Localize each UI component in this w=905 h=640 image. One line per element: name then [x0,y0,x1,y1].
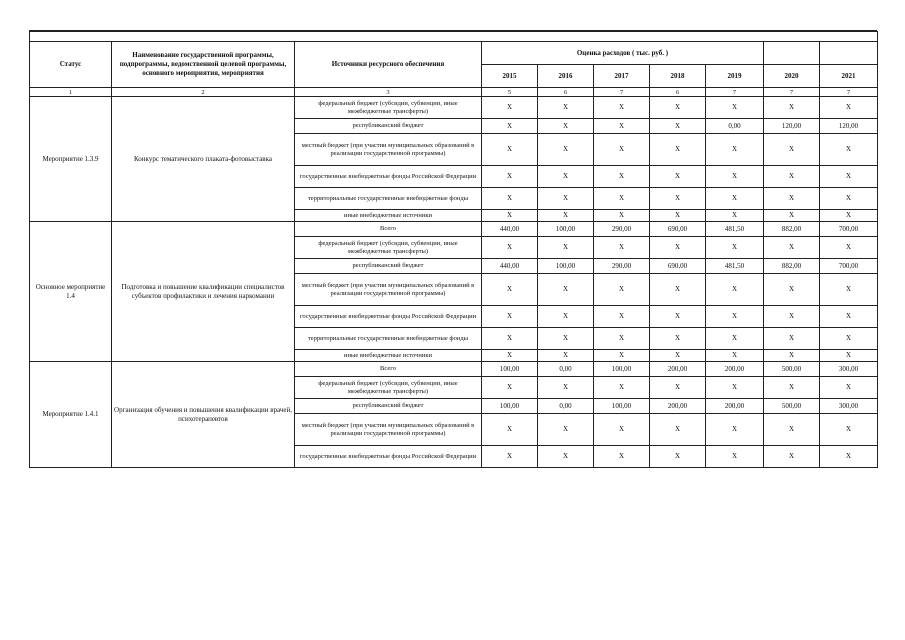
value-cell-2015: X [482,237,538,259]
header-row [30,42,878,65]
value-cell-2015: 440,00 [482,222,538,237]
funding-source-cell: республиканский бюджет [295,399,482,414]
value-cell-2018: X [650,134,706,166]
value-cell-2021: X [820,97,878,119]
value-cell-2020: X [764,210,820,222]
year-header: 2020 [764,65,820,88]
value-cell-2020: X [764,237,820,259]
value-cell-2015: 100,00 [482,362,538,377]
funding-source-cell: государственные внебюджетные фонды Российской Федерации [295,166,482,188]
value-cell-2019: X [706,237,764,259]
value-cell-2020: 120,00 [764,119,820,134]
value-cell-2019: 200,00 [706,362,764,377]
value-cell-2020: X [764,188,820,210]
value-cell-2019: X [706,166,764,188]
value-cell-2015: X [482,414,538,446]
value-cell-2020: X [764,350,820,362]
table-row [30,362,878,377]
value-cell-2017: X [594,377,650,399]
year-header: 2018 [650,65,706,88]
value-cell-2018: 200,00 [650,362,706,377]
status-cell: Мероприятие 1.4.1 [30,362,112,468]
value-cell-2016: X [538,350,594,362]
value-cell-2016: 100,00 [538,222,594,237]
funding-source-cell: местный бюджет (при участии муниципальных образований в реализации государственной программы) [295,414,482,446]
value-cell-2015: X [482,446,538,468]
value-cell-2020: 882,00 [764,259,820,274]
value-cell-2019: X [706,414,764,446]
measure-name-cell: Конкурс тематического плаката-фотовыставка [112,97,295,222]
funding-source-cell: территориальные государственные внебюджетные фонды [295,328,482,350]
value-cell-2021: X [820,414,878,446]
value-cell-2016: 0,00 [538,399,594,414]
value-cell-2015: X [482,377,538,399]
value-cell-2020: X [764,134,820,166]
value-cell-2021: X [820,237,878,259]
top-gap-row [30,32,878,42]
value-cell-2016: X [538,210,594,222]
value-cell-2017: 290,00 [594,222,650,237]
value-cell-2019: X [706,306,764,328]
funding-source-cell: местный бюджет (при участии муниципальных образований в реализации государственной программы) [295,134,482,166]
value-cell-2015: X [482,350,538,362]
year-header: 2015 [482,65,538,88]
value-cell-2015: 440,00 [482,259,538,274]
column-number-row [30,88,878,97]
year-header: 2021 [820,65,878,88]
funding-source-cell: государственные внебюджетные фонды Российской Федерации [295,306,482,328]
value-cell-2019: 200,00 [706,399,764,414]
value-cell-2015: X [482,306,538,328]
value-cell-2016: 100,00 [538,259,594,274]
value-cell-2021: X [820,274,878,306]
value-cell-2020: 500,00 [764,399,820,414]
funding-source-cell: иные внебюджетные источники [295,210,482,222]
value-cell-2016: X [538,414,594,446]
value-cell-2021: 300,00 [820,362,878,377]
column-number: 6 [538,88,594,97]
value-cell-2020: X [764,328,820,350]
measure-name-cell: Подготовка и повышение квалификации специалистов субъектов профилактики и лечения наркомании [112,222,295,362]
value-cell-2020: X [764,377,820,399]
value-cell-2021: 700,00 [820,259,878,274]
estimate-header-extra-2020 [764,42,820,65]
funding-source-cell: территориальные государственные внебюджетные фонды [295,188,482,210]
value-cell-2020: 500,00 [764,362,820,377]
column-number: 7 [764,88,820,97]
table-row [30,97,878,119]
value-cell-2016: X [538,306,594,328]
funding-source-cell: федеральный бюджет (субсидии, субвенции, иные межбюджетные трансферты) [295,377,482,399]
value-cell-2015: X [482,119,538,134]
column-number: 5 [482,88,538,97]
value-cell-2016: X [538,97,594,119]
funding-source-cell: иные внебюджетные источники [295,350,482,362]
column-number: 7 [594,88,650,97]
estimate-header: Оценка расходов ( тыс. руб. ) [482,42,764,65]
value-cell-2021: X [820,446,878,468]
value-cell-2018: X [650,306,706,328]
funding-source-cell: республиканский бюджет [295,119,482,134]
value-cell-2015: X [482,97,538,119]
value-cell-2021: 120,00 [820,119,878,134]
value-cell-2019: 481,50 [706,259,764,274]
status-header: Статус [30,42,112,88]
value-cell-2021: 300,00 [820,399,878,414]
column-number: 6 [650,88,706,97]
value-cell-2017: X [594,210,650,222]
year-header: 2017 [594,65,650,88]
value-cell-2017: X [594,134,650,166]
value-cell-2018: X [650,350,706,362]
value-cell-2018: X [650,119,706,134]
value-cell-2017: X [594,274,650,306]
value-cell-2020: 882,00 [764,222,820,237]
value-cell-2018: X [650,97,706,119]
budget-table-sheet [29,30,877,468]
value-cell-2015: X [482,274,538,306]
value-cell-2018: X [650,274,706,306]
value-cell-2020: X [764,414,820,446]
value-cell-2017: 100,00 [594,399,650,414]
value-cell-2016: X [538,328,594,350]
value-cell-2020: X [764,306,820,328]
year-header: 2019 [706,65,764,88]
value-cell-2016: X [538,134,594,166]
value-cell-2019: 0,00 [706,119,764,134]
value-cell-2020: X [764,97,820,119]
measure-name-cell: Организация обучения и повышения квалификации врачей, психотерапевтов [112,362,295,468]
funding-source-cell: местный бюджет (при участии муниципальных образований в реализации государственной программы) [295,274,482,306]
table-row [30,222,878,237]
funding-source-cell: государственные внебюджетные фонды Российской Федерации [295,446,482,468]
value-cell-2018: X [650,414,706,446]
value-cell-2015: X [482,166,538,188]
value-cell-2018: X [650,166,706,188]
value-cell-2018: 690,00 [650,222,706,237]
value-cell-2018: X [650,328,706,350]
value-cell-2016: X [538,377,594,399]
column-number: 7 [820,88,878,97]
value-cell-2018: X [650,446,706,468]
value-cell-2020: X [764,274,820,306]
value-cell-2017: X [594,350,650,362]
funding-source-cell: Всего [295,362,482,377]
value-cell-2017: X [594,97,650,119]
value-cell-2019: X [706,328,764,350]
value-cell-2018: X [650,188,706,210]
value-cell-2017: X [594,414,650,446]
year-header: 2016 [538,65,594,88]
value-cell-2015: X [482,328,538,350]
value-cell-2017: X [594,188,650,210]
value-cell-2016: X [538,119,594,134]
value-cell-2017: X [594,166,650,188]
value-cell-2021: X [820,134,878,166]
value-cell-2018: X [650,210,706,222]
value-cell-2015: 100,00 [482,399,538,414]
value-cell-2020: X [764,446,820,468]
value-cell-2017: X [594,446,650,468]
value-cell-2019: 481,50 [706,222,764,237]
value-cell-2017: 290,00 [594,259,650,274]
value-cell-2015: X [482,210,538,222]
value-cell-2017: 100,00 [594,362,650,377]
column-number: 7 [706,88,764,97]
value-cell-2017: X [594,119,650,134]
value-cell-2019: X [706,210,764,222]
funding-source-cell: федеральный бюджет (субсидии, субвенции, иные межбюджетные трансферты) [295,97,482,119]
value-cell-2016: 0,00 [538,362,594,377]
name-header: Наименование государственной программы, подпрограммы, ведомственной целевой программы, основного мероприятия, мероприятия [112,42,295,88]
estimate-header-extra-2021 [820,42,878,65]
value-cell-2016: X [538,237,594,259]
value-cell-2016: X [538,166,594,188]
value-cell-2021: X [820,377,878,399]
status-cell: Мероприятие 1.3.9 [30,97,112,222]
value-cell-2019: X [706,377,764,399]
value-cell-2017: X [594,328,650,350]
value-cell-2021: X [820,306,878,328]
value-cell-2018: 200,00 [650,399,706,414]
column-number: 1 [30,88,112,97]
value-cell-2018: 690,00 [650,259,706,274]
funding-source-cell: Всего [295,222,482,237]
value-cell-2017: X [594,237,650,259]
value-cell-2018: X [650,377,706,399]
column-number: 2 [112,88,295,97]
value-cell-2021: 700,00 [820,222,878,237]
value-cell-2021: X [820,166,878,188]
value-cell-2016: X [538,446,594,468]
status-cell: Основное мероприятие 1.4 [30,222,112,362]
source-header: Источники ресурсного обеспечения [295,42,482,88]
funding-source-cell: федеральный бюджет (субсидии, субвенции, иные межбюджетные трансферты) [295,237,482,259]
value-cell-2016: X [538,188,594,210]
value-cell-2015: X [482,134,538,166]
value-cell-2019: X [706,350,764,362]
value-cell-2016: X [538,274,594,306]
value-cell-2015: X [482,188,538,210]
value-cell-2021: X [820,188,878,210]
value-cell-2019: X [706,274,764,306]
funding-source-cell: республиканский бюджет [295,259,482,274]
value-cell-2019: X [706,97,764,119]
value-cell-2019: X [706,188,764,210]
value-cell-2018: X [650,237,706,259]
value-cell-2017: X [594,306,650,328]
value-cell-2021: X [820,328,878,350]
value-cell-2019: X [706,446,764,468]
value-cell-2021: X [820,350,878,362]
budget-table [29,31,878,468]
value-cell-2020: X [764,166,820,188]
column-number: 3 [295,88,482,97]
value-cell-2021: X [820,210,878,222]
value-cell-2019: X [706,134,764,166]
